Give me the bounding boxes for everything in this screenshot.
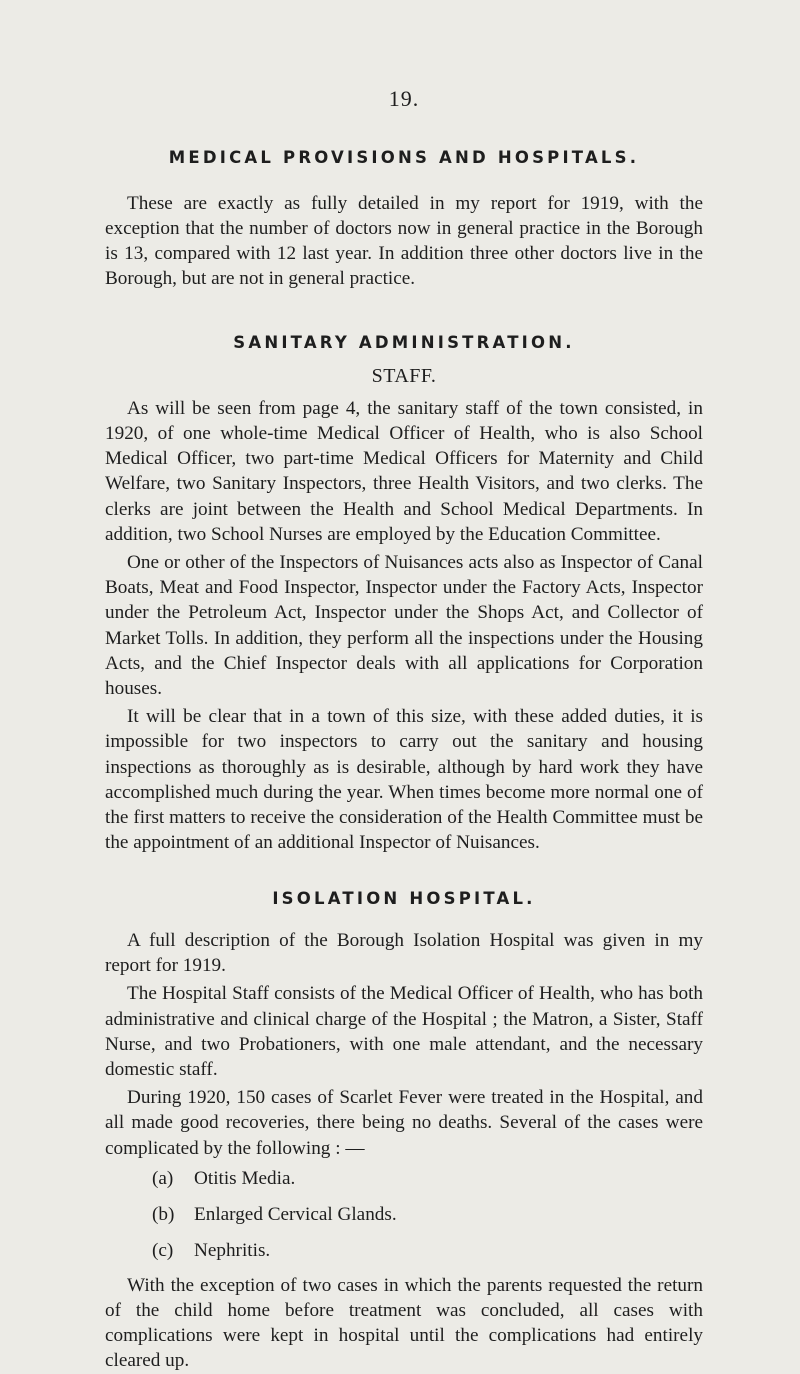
list-item xyxy=(152,1197,703,1233)
list-item-label: (a) xyxy=(152,1167,174,1189)
sanitary-paragraph-3: It will be clear that in a town of this size, with these added duties, it is impossible for two inspectors to carry out the sanitary and housing inspections as thoroughly as is desirable, although by hard work they have accomplished much during the year. When times become more normal one of the first matters to receive the consideration of the Health Committee must be the appointment of an additional Inspector of Nuisances. xyxy=(105,706,703,854)
page-number: 19. xyxy=(388,86,420,111)
sanitary-paragraph-1: As will be seen from page 4, the sanitary staff of the town consisted, in 1920, of one whole-time Medical Officer of Health, who is also School Medical Officer, two part-time Medical Officers for Maternity and Child Welfare, two Sanitary Inspectors, three Health Visitors, and two clerks. The clerks are joint between the Health and School Medical Departments. In addition, two School Nurses are employed by the Education Committee. xyxy=(105,397,703,545)
sanitary-paragraph-2: One or other of the Inspectors of Nuisances acts also as Inspector of Canal Boats, Meat and Food Inspector, Inspector under the Factory Acts, Inspector under the Petroleum Act, Inspector under the Shops Act, and Collector of Market Tolls. In addition, they perform all the inspections under the Housing Acts, and the Chief Inspector deals with all applications for Corporation houses. xyxy=(105,552,703,700)
medical-paragraph: These are exactly as fully detailed in my report for 1919, with the exception that the number of doctors now in general practice in the Borough is 13, compared with 12 last year. In addition three other doctors live in the Borough, but are not in general practice. xyxy=(105,192,703,290)
list-item-text: Nephritis. xyxy=(194,1239,271,1261)
isolation-paragraph-2: The Hospital Staff consists of the Medical Officer of Health, who has both administrative and clinical charge of the Hospital ; the Matron, a Sister, Staff Nurse, and two Probationers, with one male attendant, and the necessary domestic staff. xyxy=(105,983,703,1080)
isolation-paragraph-1: A full description of the Borough Isolation Hospital was given in my report for 1919. xyxy=(105,929,703,977)
heading-isolation-hospital: ISOLATION HOSPITAL. xyxy=(272,889,536,909)
isolation-paragraph-3: During 1920, 150 cases of Scarlet Fever were treated in the Hospital, and all made good recoveries, there being no deaths. Several of the cases were complicated by the following : — xyxy=(105,1087,703,1159)
list-item xyxy=(152,1233,703,1269)
list-item-label: (b) xyxy=(152,1203,175,1225)
isolation-paragraph-4: With the exception of two cases in which the parents requested the return of the child home before treatment was concluded, all cases with complications were kept in hospital until the complications had entirely cleared up. xyxy=(105,1274,703,1372)
list-item-label: (c) xyxy=(152,1239,174,1261)
list-item-text: Otitis Media. xyxy=(194,1167,296,1189)
heading-sanitary-administration: SANITARY ADMINISTRATION. xyxy=(233,333,575,353)
complications-list xyxy=(105,1161,703,1269)
list-item xyxy=(152,1161,703,1197)
list-item-text: Enlarged Cervical Glands. xyxy=(194,1203,397,1225)
subheading-staff: STAFF. xyxy=(371,364,437,387)
heading-medical-provisions: MEDICAL PROVISIONS AND HOSPITALS. xyxy=(168,148,640,167)
